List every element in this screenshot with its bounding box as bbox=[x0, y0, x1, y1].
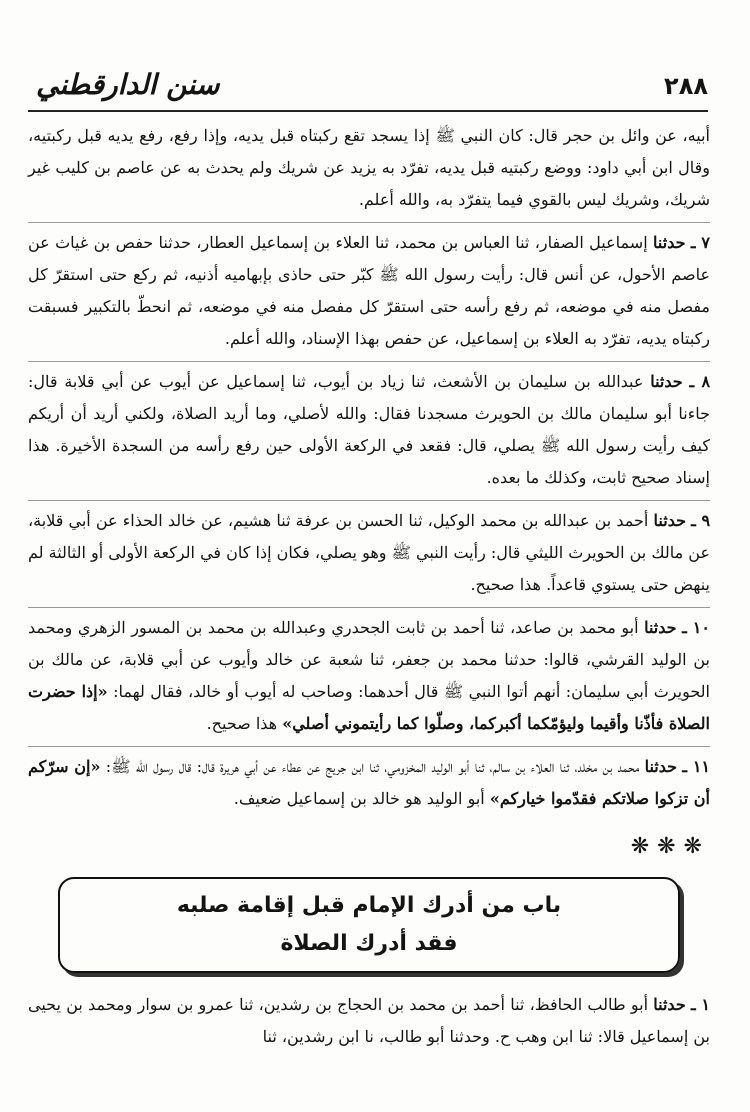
hadith-text: أبو طالب الحافظ، ثنا أحمد بن محمد بن الحجاج بن رشدين، ثنا عمرو بن سوار ومحمد بن يحيى بن إسماعيل قالا: ثنا ابن وهب ح. وحدثنا أبو طالب، نا ابن رشدين، ثنا bbox=[28, 995, 710, 1046]
hadith-number: ٩ ـ bbox=[691, 511, 711, 530]
hadith-text: أبو محمد بن صاعد، ثنا أحمد بن ثابت الجحدري وعبدالله بن محمد بن المسور الزهري ومحمد بن الوليد القرشي، قالوا: حدثنا محمد بن جعفر، ثنا شعبة عن خالد وأيوب عن أبي قلابة، عن مالك بن الحويرث أبي سليمان: أنهم أتوا النبي ﷺ قال أحدهما: وصاحب له أيوب أو خالد، فقال لهما: bbox=[28, 618, 710, 701]
book-title: سنن الدارقطني bbox=[36, 68, 220, 101]
hadith-quote: «إن سرّكم أن تزكوا صلاتكم فقدّموا خياركم» bbox=[28, 757, 710, 808]
hadith-number: ١ ـ bbox=[690, 995, 710, 1014]
hadith-quote: «إذا حضرت الصلاة فأذّنا وأقيما وليؤمّكما أكبركما، وصلّوا كما رأيتموني أصلي» bbox=[28, 682, 710, 733]
hadith-number: ٧ ـ bbox=[690, 233, 710, 252]
hadith-10 bbox=[28, 607, 710, 740]
hadith-lead: حدثنا bbox=[653, 995, 686, 1014]
hadith-lead: حدثنا bbox=[650, 372, 683, 391]
chapter-title-line1: باب من أدرك الإمام قبل إقامة صلبه bbox=[176, 893, 562, 918]
hadith-lead: حدثنا bbox=[644, 757, 678, 776]
paragraph-continuation bbox=[28, 120, 710, 216]
hadith-lead: حدثنا bbox=[653, 511, 686, 530]
hadith-8 bbox=[28, 361, 710, 494]
chapter-title-line2: فقد أدرك الصلاة bbox=[280, 931, 458, 956]
hadith-number: ١١ ـ bbox=[682, 757, 711, 776]
hadith-7 bbox=[28, 222, 710, 355]
hadith-number: ١٠ ـ bbox=[682, 618, 710, 637]
page-number: ٢٨٨ bbox=[664, 72, 708, 100]
hadith-text: إسماعيل الصفار، ثنا العباس بن محمد، ثنا العلاء بن إسماعيل العطار، حدثنا حفص بن غياث عن عاصم الأحول، عن أنس قال: رأيت رسول الله ﷺ كبّر حتى حاذى بإبهاميه أذنيه، ثم ركع حتى استقرّ كل مفصل منه في موضعه، ثم رفع رأسه حتى استقرّ كل مفصل منه في موضعه، ثم انحطّ بالتكبير فسبقت ركبتاه يديه، تفرّد به العلاء بن إسماعيل، عن حفص بهذا الإسناد، والله أعلم. bbox=[28, 233, 710, 348]
chapter-hadith-1 bbox=[28, 989, 710, 1053]
hadith-9 bbox=[28, 500, 710, 601]
chapter-heading-box bbox=[58, 877, 680, 973]
hadith-text: محمد بن مخلد، ثنا العلاء بن سالم، ثنا أبو الوليد المخزومي، ثنا ابن جريج عن عطاء عن أبي هريرة قال: قال رسول الله ﷺ: bbox=[105, 757, 640, 776]
hadith-lead: حدثنا bbox=[644, 618, 677, 637]
hadith-grade: هذا صحيح. bbox=[206, 714, 278, 733]
page-body bbox=[28, 120, 710, 1053]
page-header bbox=[28, 66, 708, 112]
hadith-text: عبدالله بن سليمان بن الأشعث، ثنا زياد بن أيوب، ثنا إسماعيل عن أيوب عن أبي قلابة قال: جاءنا أبو سليمان مالك بن الحويرث مسجدنا فقال: والله لأصلي، وما أريد الصلاة، ولكني أريد أن أريكم كيف رأيت رسول الله ﷺ يصلي، قال: فقعد في الركعة الأولى حين رفع رأسه من السجدة الأخيرة. هذا إسناد صحيح ثابت، وكذلك ما بعده. bbox=[28, 372, 710, 487]
hadith-text: أحمد بن عبدالله بن محمد الوكيل، ثنا الحسن بن عرفة ثنا هشيم، عن خالد الحذاء عن أبي قلابة، عن مالك بن الحويرث الليثي قال: رأيت النبي ﷺ وهو يصلي، فكان إذا كان في الركعة الأولى أو الثالثة لم ينهض حتى يستوي قاعداً. هذا صحيح. bbox=[28, 511, 710, 594]
paragraph-text: أبيه، عن وائل بن حجر قال: كان النبي ﷺ إذا يسجد تقع ركبتاه قبل يديه، وإذا رفع، رفع يديه قبل ركبتيه، وقال ابن أبي داود: ووضع ركبتيه قبل يديه، تفرّد به يزيد عن شريك ولم يحدث به عن عاصم بن كليب غير شريك، وشريك ليس بالقوي فيما يتفرّد به، والله أعلم. bbox=[28, 126, 710, 209]
hadith-lead: حدثنا bbox=[653, 233, 686, 252]
section-separator: ❋❋❋ bbox=[630, 834, 710, 859]
hadith-grade: أبو الوليد هو خالد بن إسماعيل ضعيف. bbox=[233, 789, 485, 808]
hadith-number: ٨ ـ bbox=[689, 372, 711, 391]
hadith-11 bbox=[28, 746, 710, 815]
